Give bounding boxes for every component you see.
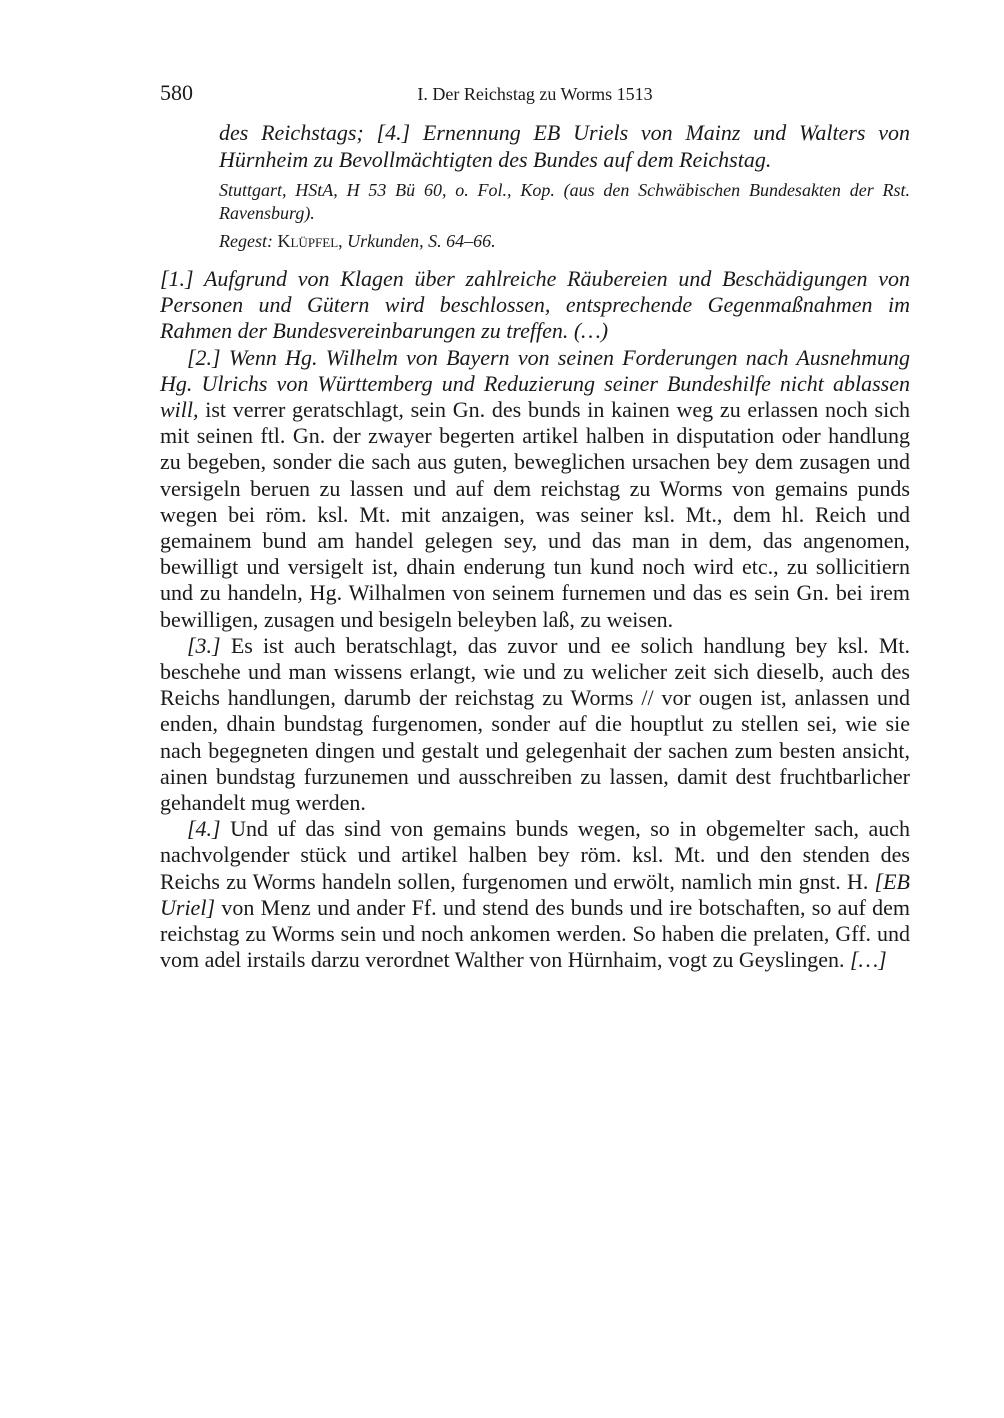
paragraph-3-text: Es ist auch beratschlagt, das zuvor und ee solich handlung bey ksl. Mt. beschehe und man wissens erlangt, wie und zu welicher zeit sich dieselb, auch des Reichs handlungen, darumb der reichstag zu Worms // vor ougen ist, anlassen und enden, dhain bundstag furgenomen, sonder auf die houptlut zu stellen sei, wie sie nach begegneten dingen und gestalt und gelegenhait der sachen zum besten ansicht, ainen bundstag furzunemen und ausschreiben zu lassen, damit dest fruchtbarlicher gehandelt mug werden. [160, 632, 910, 816]
paragraph-4-italic-c: […] [850, 947, 887, 973]
paragraph-4-text-a: Und uf das sind von gemains bunds wegen, so in obgemelter sach, auch nachvolgender stück und artikel halben bey röm. ksl. Mt. und den stenden des Reichs zu Worms handeln sollen, furgenomen und erwölt, namlich min gnst. H. [160, 816, 910, 894]
regest-work: Urkunden, S. 64–66. [347, 231, 496, 251]
regest-label: Regest: [219, 231, 273, 251]
document-summary: des Reichstags; [4.] Ernennung EB Uriels von Mainz und Walters von Hürnheim zu Bevollmächtigten des Bundes auf dem Reichstag. [219, 120, 910, 172]
page-number: 580 [160, 80, 193, 105]
paragraph-4-text-b: von Menz und ander Ff. und stend des bunds und ire botschaften, so auf dem reichstag zu Worms sein und noch ankomen werden. So haben die prelaten, Gff. und vom adel irstails darzu verordnet Walther von Hürnhaim, vogt zu Geyslingen. [160, 894, 910, 973]
paragraph-3 [160, 633, 910, 816]
paragraph-2 [160, 345, 910, 633]
paragraph-1-italic: [1.] Aufgrund von Klagen über zahlreiche Räubereien und Beschädigungen von Personen und Gütern wird beschlossen, entsprechende Gegenmaßnahmen im Rahmen der Bundesvereinbarungen zu treffen. (…) [160, 266, 910, 344]
paragraph-2-italic: [2.] Wenn Hg. Wilhelm von Bayern von seinen Forderungen nach Ausnehmung Hg. Ulrichs von Württemberg und Reduzierung seiner Bundeshilfe nicht ablassen will, [160, 344, 910, 423]
main-text [160, 266, 910, 973]
paragraph-4 [160, 816, 910, 973]
regest-citation [219, 230, 910, 253]
paragraph-4-italic: [4.] [187, 816, 221, 842]
paragraph-4-italic-b: [EB Uriel] [160, 868, 910, 920]
regest-author: Klüpfel, [277, 231, 343, 251]
paragraph-3-italic: [3.] [187, 632, 221, 658]
running-title: I. Der Reichstag zu Worms 1513 [417, 84, 653, 104]
paragraph-2-text: ist verrer geratschlagt, sein Gn. des bunds in kainen weg zu erlassen noch sich mit seinen ftl. Gn. der zwayer begerten artikel halben in disputation oder handlung zu begeben, sonder die sach aus guten, beweglichen ursachen bey dem zusagen und versigeln beruen zu lassen und auf dem reichstag zu Worms von gemains punds wegen bei röm. ksl. Mt. mit anzaigen, was seiner ksl. Mt., dem hl. Reich und gemainem bund am handel gelegen sey, und das man in dem, das angenomen, bewilligt und versigelt ist, dhain enderung tun kund noch wird etc., zu sollicitiern und zu handeln, Hg. Wilhalmen von seinem furnemen und das es sein Gn. bei irem bewilligen, zusagen und besigeln beleyben laß, zu weisen. [160, 397, 910, 632]
source-citation: Stuttgart, HStA, H 53 Bü 60, o. Fol., Kop. (aus den Schwäbischen Bundesakten der Rst. Ravensburg). [219, 180, 910, 223]
paragraph-1 [160, 266, 910, 345]
